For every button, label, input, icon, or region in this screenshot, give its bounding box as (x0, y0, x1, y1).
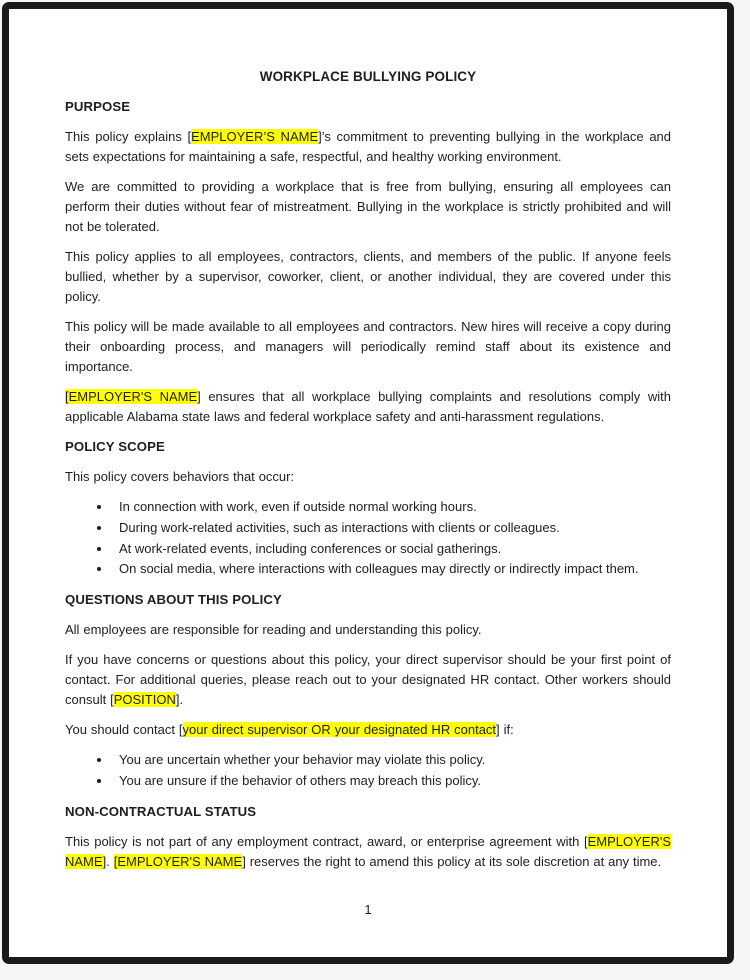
placeholder-highlight: POSITION (113, 692, 176, 708)
page-content (9, 9, 727, 957)
text-run: ]. (102, 853, 114, 869)
paragraph (65, 650, 671, 710)
paragraph (65, 247, 671, 307)
bullet-item: • During work-related activities, such as interactions with clients or colleagues. (112, 518, 671, 539)
text-run: ] ensures that all workplace bullying complaints and resolutions comply with applicable Alabama state laws and federal workplace safety and anti-harassment regulations. (65, 389, 671, 424)
text-run: ] if: (496, 722, 514, 738)
paragraph (65, 467, 671, 487)
text-run: This policy is not part of any employment contract, award, or enterprise agreement with [ (65, 833, 588, 849)
placeholder-highlight: EMPLOYER'S NAME (65, 833, 671, 869)
text-run: This policy applies to all employees, contractors, clients, and members of the public. If anyone feels bullied, whether by a supervisor, coworker, client, or another individual, they are covered under this policy. (65, 249, 671, 304)
document-page (2, 2, 734, 964)
paragraph (65, 317, 671, 377)
text-run: All employees are responsible for reading and understanding this policy. (65, 622, 482, 638)
placeholder-highlight: EMPLOYER’S NAME (191, 129, 319, 144)
placeholder-highlight: your direct supervisor OR your designated HR contact (182, 722, 497, 738)
bullet-item: • You are unsure if the behavior of others may breach this policy. (112, 771, 671, 792)
page-number: 1 (364, 902, 372, 917)
placeholder-highlight: [EMPLOYER'S NAME (113, 853, 243, 869)
bullet-item: • At work-related events, including conferences or social gatherings. (112, 539, 671, 560)
bullet-item: • You are uncertain whether your behavior may violate this policy. (112, 750, 671, 771)
text-run: This policy will be made available to all employees and contractors. New hires will receive a copy during their onboarding process, and managers will periodically remind staff about its existence and importance. (65, 319, 671, 374)
text-run: If you have concerns or questions about this policy, your direct supervisor should be your first point of contact. For additional queries, please reach out to your designated HR contact. Other workers should consult [ (65, 652, 671, 708)
paragraph (65, 127, 671, 167)
bullet-list (65, 750, 671, 792)
paragraph (65, 720, 671, 740)
text-run: This policy covers behaviors that occur: (65, 469, 295, 484)
text-run: This policy explains [ (65, 129, 192, 144)
bullet-list (65, 497, 671, 580)
section-heading: QUESTIONS ABOUT THIS POLICY (65, 592, 282, 608)
section-heading: PURPOSE (65, 99, 131, 114)
text-run: ]. (175, 692, 184, 708)
paragraph (65, 832, 671, 872)
document-body (65, 97, 671, 872)
bullet-item: • On social media, where interactions with colleagues may directly or indirectly impact them. (112, 559, 671, 580)
text-run: We are committed to providing a workplace that is free from bullying, ensuring all employees can perform their duties without fear of mistreatment. Bullying in the workplace is strictly prohibited and will not be tolerated. (65, 179, 671, 234)
section-heading: POLICY SCOPE (65, 439, 165, 454)
section-heading: NON-CONTRACTUAL STATUS (65, 803, 257, 819)
placeholder-highlight: [EMPLOYER'S NAME (65, 389, 198, 404)
text-run: You should contact [ (65, 722, 183, 738)
text-run: ]’s commitment to preventing bullying in the workplace and sets expectations for maintaining a safe, respectful, and healthy working environment. (65, 129, 672, 164)
text-run: ] reserves the right to amend this policy at its sole discretion at any time. (242, 853, 662, 869)
page-title: WORKPLACE BULLYING POLICY (259, 69, 477, 84)
bullet-item: • In connection with work, even if outside normal working hours. (112, 497, 671, 518)
paragraph (65, 387, 671, 427)
paragraph (65, 177, 671, 237)
paragraph (65, 620, 671, 640)
